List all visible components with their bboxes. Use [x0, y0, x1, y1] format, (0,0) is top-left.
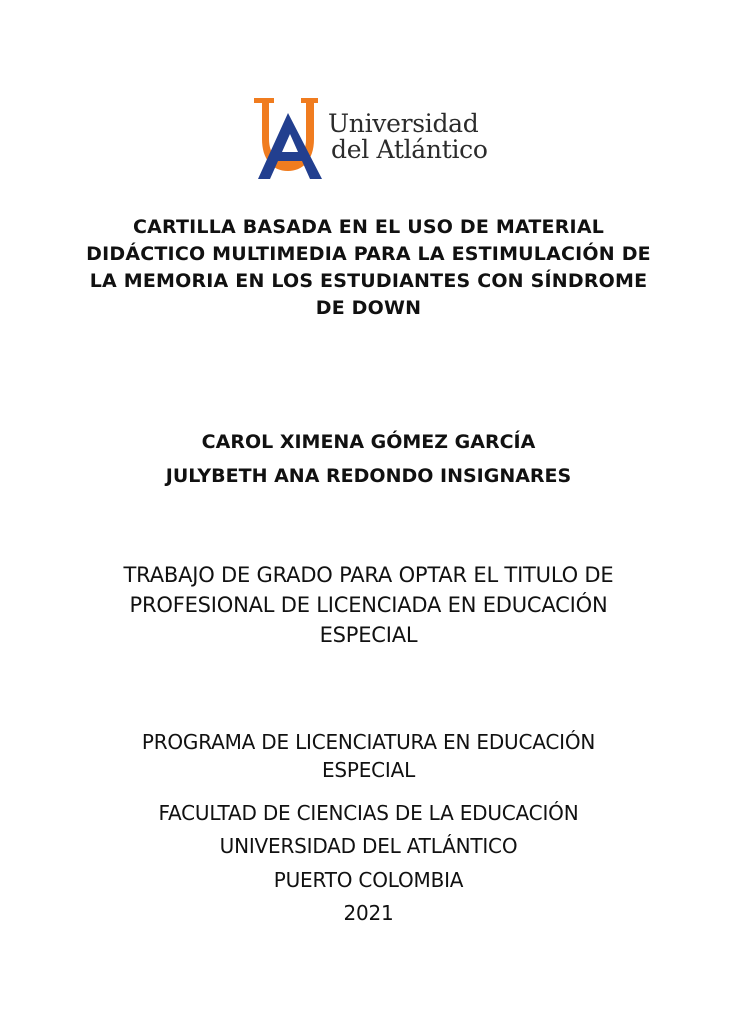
- logo-text-line-2: del Atlántico: [331, 135, 488, 164]
- title-line-1: CARTILLA BASADA EN EL USO DE MATERIAL: [132, 216, 605, 238]
- degree-line-3: ESPECIAL: [319, 623, 418, 647]
- faculty-name: FACULTAD DE CIENCIAS DE LA EDUCACIÓN: [158, 801, 579, 825]
- degree-line-2: PROFESIONAL DE LICENCIADA EN EDUCACIÓN: [129, 593, 608, 617]
- program-name: [60, 728, 677, 784]
- university-name: UNIVERSIDAD DEL ATLÁNTICO: [219, 834, 518, 858]
- title-line-4: DE DOWN: [315, 297, 422, 319]
- year: 2021: [343, 901, 394, 925]
- degree-line-1: TRABAJO DE GRADO PARA OPTAR EL TITULO DE: [123, 563, 614, 587]
- author-2: JULYBETH ANA REDONDO INSIGNARES: [165, 465, 572, 487]
- author-1: CAROL XIMENA GÓMEZ GARCÍA: [201, 431, 536, 453]
- thesis-title: [60, 214, 677, 322]
- title-line-2: DIDÁCTICO MULTIMEDIA PARA LA ESTIMULACIÓN DE: [86, 243, 651, 265]
- program-line-2: ESPECIAL: [321, 758, 416, 782]
- title-line-3: LA MEMORIA EN LOS ESTUDIANTES CON SÍNDROME: [89, 270, 648, 292]
- logo-wordmark: [328, 111, 488, 163]
- university-emblem-icon: [252, 95, 326, 181]
- university-logo: [252, 95, 492, 187]
- program-line-1: PROGRAMA DE LICENCIATURA EN EDUCACIÓN: [141, 730, 596, 754]
- degree-statement: [60, 560, 677, 650]
- logo-text-line-1: Universidad: [328, 109, 479, 138]
- city-name: PUERTO COLOMBIA: [273, 868, 464, 892]
